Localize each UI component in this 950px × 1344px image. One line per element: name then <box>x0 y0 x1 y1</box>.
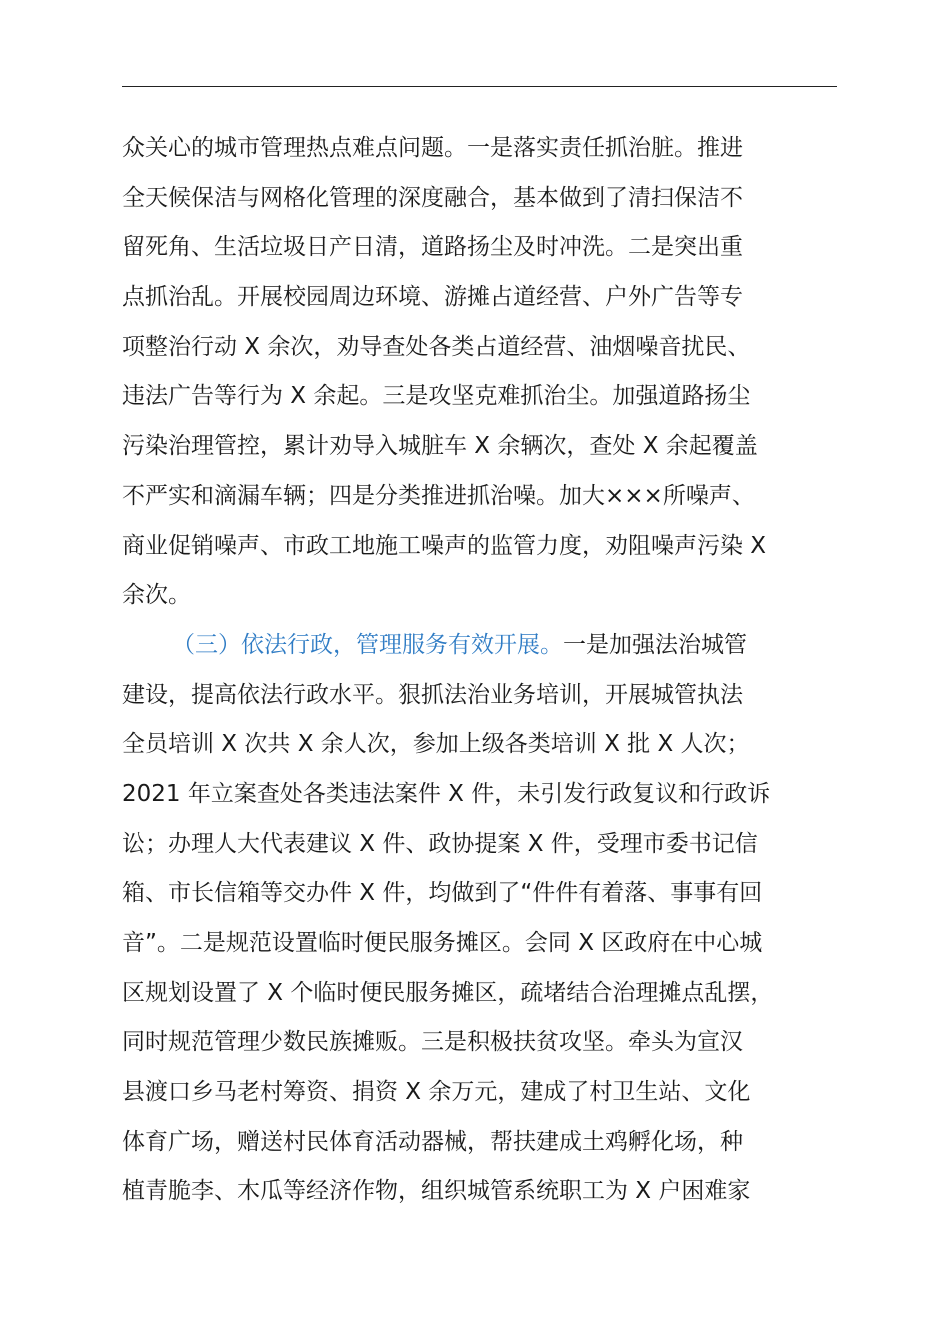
text-line: 余次。 <box>122 582 191 609</box>
section-heading: （三）依法行政，管理服务有效开展。 <box>172 631 563 658</box>
text-line: 不严实和滴漏车辆；四是分类推进抓治噪。加大×××所噪声、 <box>122 482 755 509</box>
text-line: 箱、市长信箱等交办件 X 件，均做到了“件件有着落、事事有回 <box>122 880 763 907</box>
text-line: 点抓治乱。开展校园周边环境、游摊占道经营、户外广告等专 <box>122 284 743 311</box>
text-line: 体育广场，赠送村民体育活动器械，帮扶建成土鸡孵化场，种 <box>122 1128 743 1155</box>
text-line: 污染治理管控，累计劝导入城脏车 X 余辆次，查处 X 余起覆盖 <box>122 433 758 460</box>
text-line: 音”。二是规范设置临时便民服务摊区。会同 X 区政府在中心城 <box>122 930 763 956</box>
text-line: 建设，提高依法行政水平。狠抓法治业务培训，开展城管执法 <box>122 681 743 708</box>
document-body <box>122 124 838 1217</box>
text-line: 讼；办理人大代表建议 X 件、政协提案 X 件，受理市委书记信 <box>122 830 758 857</box>
text-line: 众关心的城市管理热点难点问题。一是落实责任抓治脏。推进 <box>122 135 743 161</box>
text-line: 植青脆李、木瓜等经济作物，组织城管系统职工为 X 户困难家 <box>122 1178 751 1205</box>
text-line: 留死角、生活垃圾日产日清，道路扬尘及时冲洗。二是突出重 <box>122 234 743 261</box>
section-heading-continuation: 一是加强法治城管 <box>563 631 747 658</box>
text-line: 区规划设置了 X 个临时便民服务摊区，疏堵结合治理摊点乱摆， <box>122 979 774 1006</box>
text-line: 全员培训 X 次共 X 余人次，参加上级各类培训 X 批 X 人次； <box>122 731 750 758</box>
text-line: 县渡口乡马老村筹资、捐资 X 余万元，建成了村卫生站、文化 <box>122 1079 751 1106</box>
section-heading-line <box>122 621 838 671</box>
text-line: 商业促销噪声、市政工地施工噪声的监管力度，劝阻噪声污染 X <box>122 532 767 559</box>
text-line: 2021 年立案查处各类违法案件 X 件，未引发行政复议和行政诉 <box>122 780 771 807</box>
text-line: 全天候保洁与网格化管理的深度融合，基本做到了清扫保洁不 <box>122 184 743 211</box>
text-line: 违法广告等行为 X 余起。三是攻坚克难抓治尘。加强道路扬尘 <box>122 383 751 410</box>
header-rule <box>122 86 837 87</box>
text-line: 同时规范管理少数民族摊贩。三是积极扶贫攻坚。牵头为宣汉 <box>122 1029 743 1056</box>
text-line: 项整治行动 X 余次，劝导查处各类占道经营、油烟噪音扰民、 <box>122 333 751 360</box>
